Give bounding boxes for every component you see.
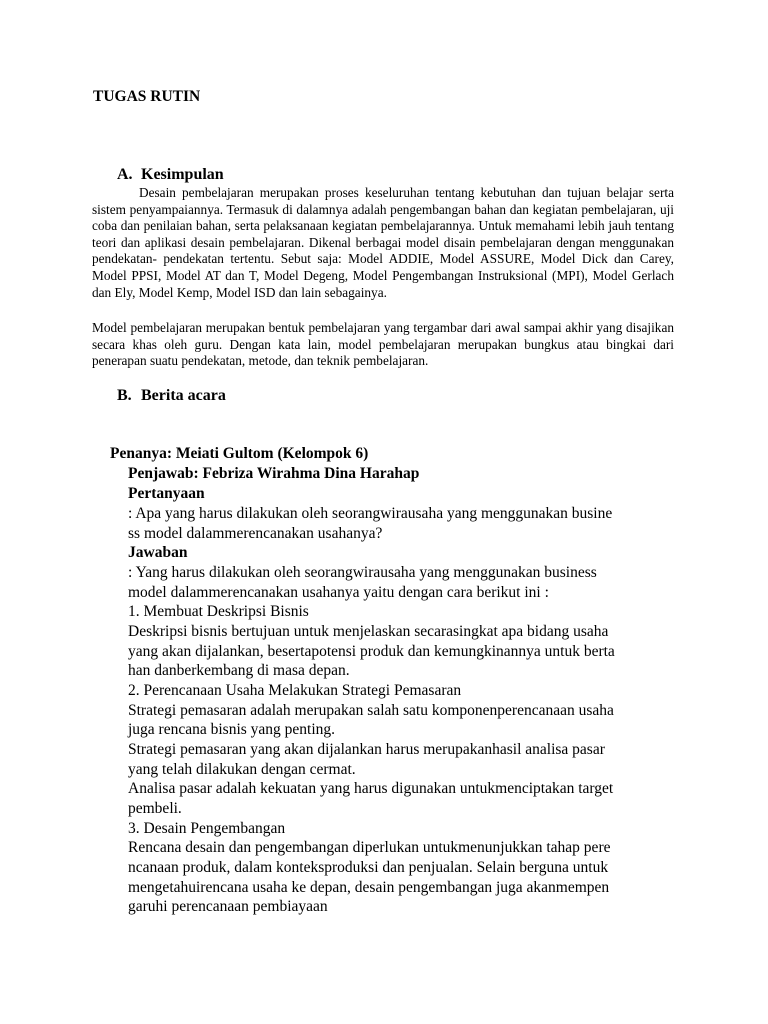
section-a-paragraph-2: Model pembelajaran merupakan bentuk pembelajaran yang tergambar dari awal sampai akhir yang disajikan secara khas oleh guru. Dengan kata lain, model pembelajaran merupakan bungkus atau bingkai dari penerapan suatu pendekatan, metode, dan teknik pembelajaran. <box>92 320 674 369</box>
answer-text-line: Strategi pemasaran yang akan dijalankan harus merupakanhasil analisa pasar <box>128 741 605 758</box>
answer-text-line: han danberkembang di masa depan. <box>128 662 350 679</box>
answer-text-line: ncanaan produk, dalam konteksproduksi dan penjualan. Selain berguna untuk <box>128 859 609 876</box>
answer-subheading: 3. Desain Pengembangan <box>128 820 286 837</box>
answer-text-line: pembeli. <box>128 800 182 817</box>
answer-label: Jawaban <box>128 544 188 561</box>
questioner-line: Penanya: Meiati Gultom (Kelompok 6) <box>110 445 369 462</box>
answer-text-line: Strategi pemasaran adalah merupakan salah satu komponenperencanaan usaha <box>128 702 614 719</box>
answer-text-line: Analisa pasar adalah kekuatan yang harus digunakan untukmenciptakan target <box>128 780 614 797</box>
answer-text-line: juga rencana bisnis yang penting. <box>128 721 336 738</box>
answer-text-line: : Yang harus dilakukan oleh seorangwirausaha yang menggunakan business <box>128 564 597 581</box>
section-b-number: B. <box>117 387 132 404</box>
answer-subheading: 1. Membuat Deskripsi Bisnis <box>128 603 309 620</box>
section-a-number: A. <box>117 166 133 183</box>
answer-subheading: 2. Perencanaan Usaha Melakukan Strategi Pemasaran <box>128 682 462 699</box>
answer-text-line: yang telah dilakukan dengan cermat. <box>128 761 356 778</box>
section-a-paragraph-1: Desain pembelajaran merupakan proses keseluruhan tentang kebutuhan dan tujuan belajar serta sistem penyampaiannya. Termasuk di dalamnya adalah pengembangan bahan dan kegiatan pembelajaran, uji coba dan penilaian bahan, serta pelaksanaan kegiatan pembelajarannya. Untuk memahami lebih jauh tentang teori dan aplikasi desain pembelajaran. Dikenal berbagai model disain pembelajaran dengan menggunakan pendekatan- pendekatan tertentu. Sebut saja: Model ADDIE, Model ASSURE, Model Dick dan Carey, Model PPSI, Model AT dan T, Model Degeng, Model Pengembangan Instruksional (MPI), Model Gerlach dan Ely, Model Kemp, Model ISD dan lain sebagainya. <box>92 185 674 300</box>
answer-text-line: mengetahuirencana usaha ke depan, desain pengembangan juga akanmempen <box>128 879 610 896</box>
answerer-line: Penjawab: Febriza Wirahma Dina Harahap <box>128 465 420 482</box>
section-b-title: Berita acara <box>141 387 226 404</box>
document-title: TUGAS RUTIN <box>93 88 201 105</box>
section-b-heading <box>117 387 226 405</box>
question-text-line: ss model dalammerencanakan usahanya? <box>128 525 383 542</box>
section-a-title: Kesimpulan <box>141 166 224 183</box>
question-label: Pertanyaan <box>128 485 205 502</box>
answer-text-line: model dalammerencanakan usahanya yaitu dengan cara berikut ini : <box>128 584 549 601</box>
section-a-heading <box>117 166 224 184</box>
answer-text-line: Rencana desain dan pengembangan diperlukan untukmenunjukkan tahap pere <box>128 839 611 856</box>
answer-text-line: yang akan dijalankan, besertapotensi produk dan kemungkinannya untuk berta <box>128 643 615 660</box>
question-text-line: : Apa yang harus dilakukan oleh seorangwirausaha yang menggunakan busine <box>128 505 613 522</box>
answer-text-line: Deskripsi bisnis bertujuan untuk menjelaskan secarasingkat apa bidang usaha <box>128 623 609 640</box>
answer-text-line: garuhi perencanaan pembiayaan <box>128 898 328 915</box>
